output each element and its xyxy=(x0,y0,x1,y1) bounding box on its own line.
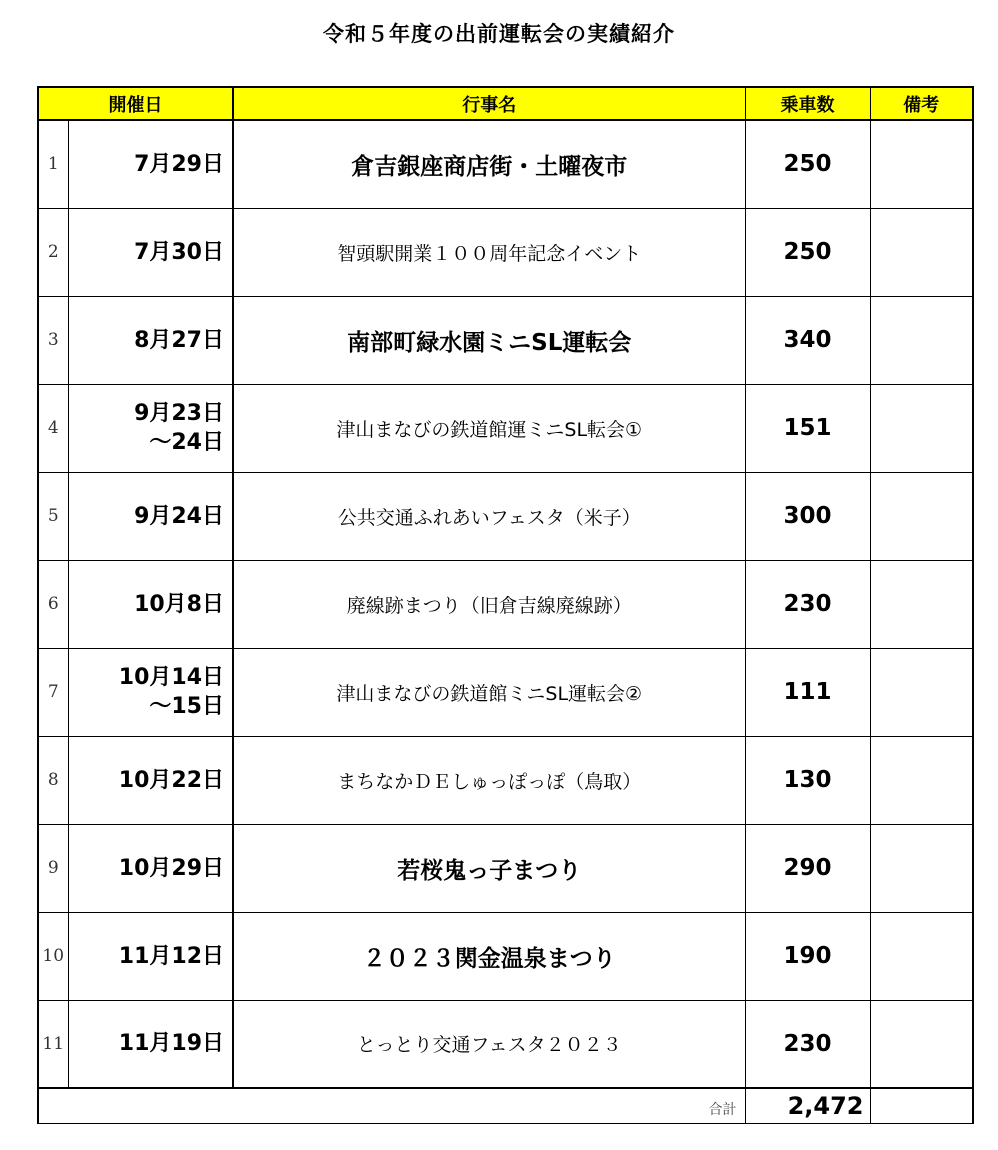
header-date: 開催日 xyxy=(38,87,233,120)
row-date-line1: 10月22日 xyxy=(118,767,224,793)
row-event: 津山まなびの鉄道館運ミニSL転会① xyxy=(233,384,745,472)
row-date-line1: 7月29日 xyxy=(134,151,224,177)
row-note xyxy=(870,208,973,296)
table-row xyxy=(38,296,973,384)
row-count: 230 xyxy=(745,1000,870,1088)
row-event: まちなかＤＥしゅっぽっぽ（鳥取） xyxy=(233,736,745,824)
row-number: 2 xyxy=(38,208,68,296)
row-note xyxy=(870,648,973,736)
row-date xyxy=(68,648,233,736)
table-row xyxy=(38,736,973,824)
row-count: 230 xyxy=(745,560,870,648)
row-date xyxy=(68,384,233,472)
row-number: 8 xyxy=(38,736,68,824)
row-note xyxy=(870,384,973,472)
row-event: 公共交通ふれあいフェスタ（米子） xyxy=(233,472,745,560)
table-row xyxy=(38,648,973,736)
row-number: 10 xyxy=(38,912,68,1000)
row-count: 111 xyxy=(745,648,870,736)
row-number: 3 xyxy=(38,296,68,384)
row-date xyxy=(68,472,233,560)
header-count: 乗車数 xyxy=(745,87,870,120)
row-count: 250 xyxy=(745,120,870,208)
row-number: 4 xyxy=(38,384,68,472)
row-number: 6 xyxy=(38,560,68,648)
row-number: 9 xyxy=(38,824,68,912)
row-note xyxy=(870,1000,973,1088)
row-event: 廃線跡まつり（旧倉吉線廃線跡） xyxy=(233,560,745,648)
row-date xyxy=(68,120,233,208)
row-date xyxy=(68,296,233,384)
row-count: 250 xyxy=(745,208,870,296)
row-note xyxy=(870,912,973,1000)
row-date-line2: ～15日 xyxy=(149,694,224,719)
table-row xyxy=(38,208,973,296)
row-count: 151 xyxy=(745,384,870,472)
row-date-line1: 10月14日 xyxy=(118,665,224,690)
row-date-line1: 11月19日 xyxy=(118,1031,224,1057)
row-note xyxy=(870,120,973,208)
total-label: 合計 xyxy=(38,1088,745,1123)
row-event: 若桜鬼っ子まつり xyxy=(233,824,745,912)
row-date-line1: 9月24日 xyxy=(134,503,224,529)
row-number: 5 xyxy=(38,472,68,560)
row-date-line1: 10月8日 xyxy=(134,591,224,617)
header-note: 備考 xyxy=(870,87,973,120)
row-date-line1: 7月30日 xyxy=(134,239,224,265)
table-row xyxy=(38,912,973,1000)
total-value: 2,472 xyxy=(745,1088,870,1123)
row-date-line1: 8月27日 xyxy=(134,327,224,353)
row-note xyxy=(870,472,973,560)
total-note xyxy=(870,1088,973,1123)
row-event: ２０２３関金温泉まつり xyxy=(233,912,745,1000)
row-note xyxy=(870,824,973,912)
row-event: 津山まなびの鉄道館ミニSL運転会② xyxy=(233,648,745,736)
row-count: 340 xyxy=(745,296,870,384)
row-count: 290 xyxy=(745,824,870,912)
table-row xyxy=(38,560,973,648)
table-row xyxy=(38,120,973,208)
row-date xyxy=(68,1000,233,1088)
row-date xyxy=(68,824,233,912)
row-note xyxy=(870,560,973,648)
row-number: 7 xyxy=(38,648,68,736)
row-event: 智頭駅開業１００周年記念イベント xyxy=(233,208,745,296)
row-date xyxy=(68,736,233,824)
table-header-row xyxy=(38,87,973,120)
row-note xyxy=(870,736,973,824)
row-count: 130 xyxy=(745,736,870,824)
row-date xyxy=(68,208,233,296)
row-date xyxy=(68,912,233,1000)
row-count: 190 xyxy=(745,912,870,1000)
table-row xyxy=(38,1000,973,1088)
row-number: 11 xyxy=(38,1000,68,1088)
row-note xyxy=(870,296,973,384)
row-number: 1 xyxy=(38,120,68,208)
row-date-line1: 10月29日 xyxy=(118,855,224,881)
row-date xyxy=(68,560,233,648)
table-row xyxy=(38,824,973,912)
header-event: 行事名 xyxy=(233,87,745,120)
row-date-line1: 11月12日 xyxy=(118,943,224,969)
row-event: とっとり交通フェスタ２０２３ xyxy=(233,1000,745,1088)
row-event: 南部町緑水園ミニSL運転会 xyxy=(233,296,745,384)
row-event: 倉吉銀座商店街・土曜夜市 xyxy=(233,120,745,208)
total-row xyxy=(38,1088,973,1123)
table-row xyxy=(38,384,973,472)
table-row xyxy=(38,472,973,560)
events-table xyxy=(37,86,974,1124)
row-count: 300 xyxy=(745,472,870,560)
row-date-line2: ～24日 xyxy=(149,430,224,455)
page-title: 令和５年度の出前運転会の実績紹介 xyxy=(323,22,675,46)
row-date-line1: 9月23日 xyxy=(134,401,224,426)
